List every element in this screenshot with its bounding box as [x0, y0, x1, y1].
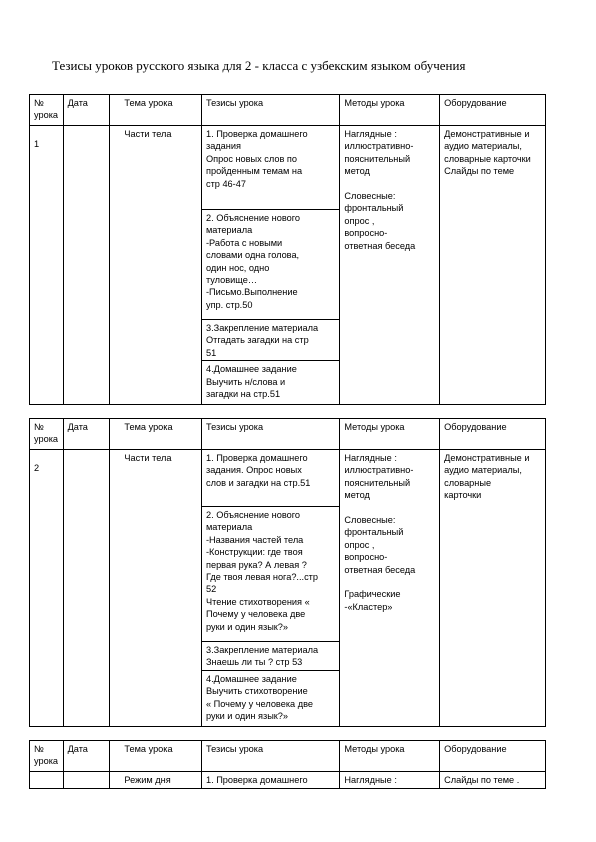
header-equipment: Оборудование: [440, 95, 546, 126]
methods-text: Наглядные :: [344, 775, 397, 785]
thesis-cell: [201, 507, 339, 642]
lesson-number: [30, 772, 64, 789]
thesis-text: 2. Объяснение нового материала -Работа с новыми словами одна голова, один нос, одно туловище… -Письмо.Выполнение упр. стр.50: [205, 213, 300, 310]
lesson-table-3: [29, 740, 546, 789]
header-theses: Тезисы урока: [201, 419, 339, 450]
header-date: Дата: [63, 95, 110, 126]
equipment-cell: [440, 126, 546, 405]
methods-cell: [340, 450, 440, 727]
equipment-cell: [440, 772, 546, 789]
methods-text: Наглядные : иллюстративно- пояснительный метод Словесные: фронтальный опрос , вопросно- ответная беседа: [344, 129, 416, 251]
header-num: № урока: [30, 95, 64, 126]
document-title: Тезисы уроков русского языка для 2 - класса с узбекским языком обучения: [52, 58, 466, 73]
lesson-number: 1: [30, 126, 64, 405]
lesson-topic: Режим дня: [110, 772, 202, 789]
thesis-text: 1. Проверка домашнего задания. Опрос новых слов и загадки на стр.51: [205, 453, 311, 488]
table-row: [30, 772, 546, 789]
header-equipment: Оборудование: [440, 741, 546, 772]
thesis-text: 1. Проверка домашнего задания Опрос новых слов по пройденным темам на стр 46-47: [205, 129, 308, 189]
lesson-topic: Части тела: [110, 450, 202, 727]
header-methods: Методы урока: [340, 419, 440, 450]
thesis-text: 4.Домашнее задание Выучить н/слова и загадки на стр.51: [205, 364, 297, 400]
lesson-date: [63, 450, 110, 727]
thesis-cell: [201, 320, 339, 361]
header-date: Дата: [63, 741, 110, 772]
table-header-row: [30, 95, 546, 126]
methods-cell: [340, 126, 440, 405]
equipment-text: Демонстративные и аудио материалы, словарные карточки Слайды по теме: [444, 129, 531, 177]
thesis-text: 1. Проверка домашнего: [205, 775, 308, 785]
table-row: [30, 450, 546, 507]
table-row: [30, 126, 546, 210]
equipment-text: Демонстративные и аудио материалы, словарные карточки: [444, 453, 530, 501]
thesis-cell: [201, 126, 339, 210]
table-header-row: [30, 419, 546, 450]
thesis-text: 3.Закрепление материала Знаешь ли ты ? стр 53: [205, 645, 319, 668]
thesis-cell: [201, 670, 339, 726]
header-theses: Тезисы урока: [201, 95, 339, 126]
lesson-date: [63, 126, 110, 405]
lesson-number: 2: [30, 450, 64, 727]
header-num: № урока: [30, 419, 64, 450]
thesis-text: 4.Домашнее задание Выучить стихотворение « Почему у человека две руки и один язык?»: [205, 673, 313, 722]
thesis-cell: [201, 642, 339, 671]
header-equipment: Оборудование: [440, 419, 546, 450]
lesson-topic: Части тела: [110, 126, 202, 405]
header-topic: Тема урока: [110, 741, 202, 772]
table-header-row: [30, 741, 546, 772]
methods-text: Наглядные : иллюстративно- пояснительный метод Словесные: фронтальный опрос , вопросно- ответная беседа Графические -«Кластер»: [344, 453, 416, 612]
lesson-table-2: [29, 418, 546, 727]
header-topic: Тема урока: [110, 95, 202, 126]
lesson-date: [63, 772, 110, 789]
thesis-text: 2. Объяснение нового материала -Названия частей тела -Конструкции: где твоя первая рука? А левая ? Где твоя левая нога?...стр 52 Чтение стихотворения « Почему у человека две руки и один язык?»: [205, 510, 318, 632]
header-date: Дата: [63, 419, 110, 450]
lesson-table-1: [29, 94, 546, 405]
thesis-cell: [201, 361, 339, 405]
thesis-cell: [201, 210, 339, 320]
header-num: № урока: [30, 741, 64, 772]
header-methods: Методы урока: [340, 95, 440, 126]
header-methods: Методы урока: [340, 741, 440, 772]
methods-cell: [340, 772, 440, 789]
header-theses: Тезисы урока: [201, 741, 339, 772]
thesis-text: 3.Закрепление материала Отгадать загадки на стр 51: [205, 323, 319, 358]
thesis-cell: [201, 450, 339, 507]
thesis-cell: [201, 772, 339, 789]
equipment-cell: [440, 450, 546, 727]
equipment-text: Слайды по теме .: [444, 775, 520, 785]
header-topic: Тема урока: [110, 419, 202, 450]
